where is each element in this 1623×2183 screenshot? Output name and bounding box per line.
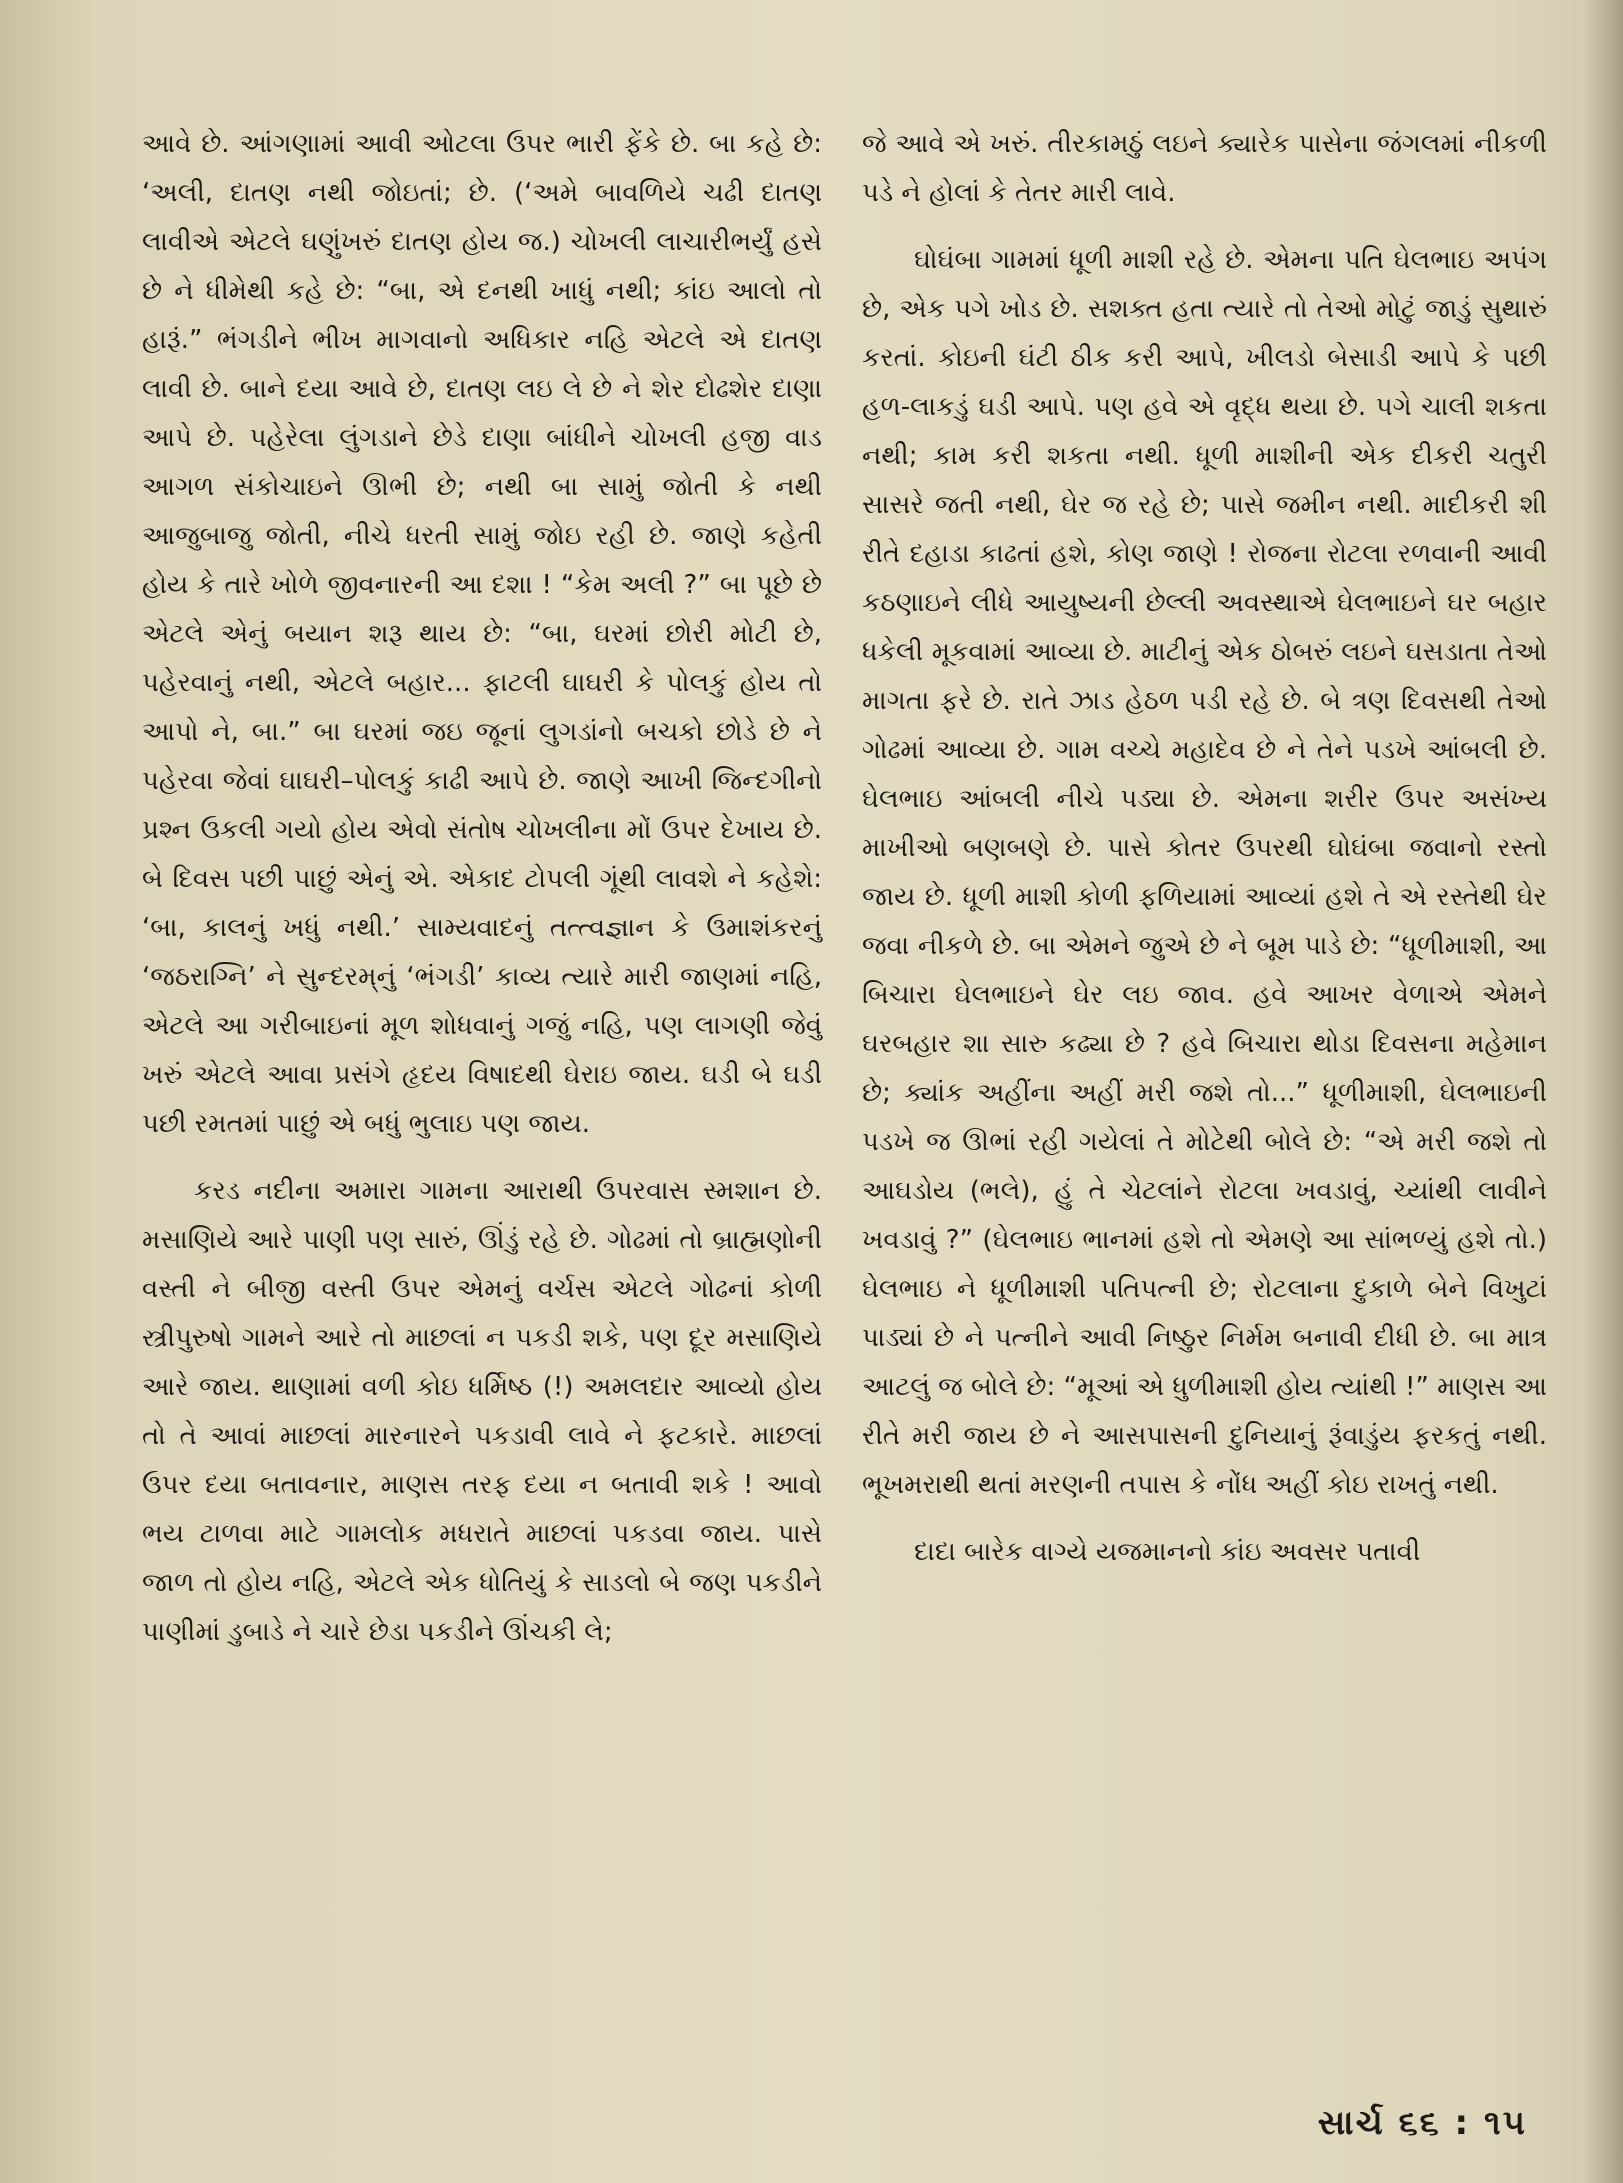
left-paragraph-2: કરડ નદીના અમારા ગામના આરાથી ઉપરવાસ સ્મશાન છે. મસાણિયે આરે પાણી પણ સારું, ઊંડું રહે છે. ગોઢમાં તો બ્રાહ્મણોની વસ્તી ને બીજી વસ્તી ઉપર એમનું વર્ચસ એટલે ગોઢનાં કોળી સ્ત્રીપુરુષો ગામને આરે તો માછલાં ન પકડી શકે, પણ દૂર મસાણિયે આરે જાય. થાણામાં વળી કોઇ ધર્મિષ્ઠ (!) અમલદાર આવ્યો હોય તો તે આવાં માછલાં મારનારને પકડાવી લાવે ને ફટકારે. માછલાં ઉપર દયા બતાવનાર, માણસ તરફ દયા ન બતાવી શકે ! આવો ભય ટાળવા માટે ગામલોક મધરાતે માછલાં પકડવા જાય. પાસે જાળ તો હોય નહિ, એટલે એક ધોતિયું કે સાડલો બે જણ પકડીને પાણીમાં ડુબાડે ને ચારે છેડા પકડીને ઊંચકી લે; [142,1176,822,1647]
right-paragraph-2: ઘોઘંબા ગામમાં ધૂળી માશી રહે છે. એમના પતિ ઘેલભાઇ અપંગ છે, એક પગે ખોડ છે. સશક્ત હતા ત્યારે તો તેઓ મોટું જાડું સુથારું કરતાં. કોઇની ઘંટી ઠીક કરી આપે, ખીલડો બેસાડી આપે કે પછી હળ-લાકડું ઘડી આપે. પણ હવે એ વૃદ્ધ થયા છે. પગે ચાલી શકતા નથી; કામ કરી શકતા નથી. ધૂળી માશીની એક દીકરી ચતુરી સાસરે જતી નથી, ઘેર જ રહે છે; પાસે જમીન નથી. માદીકરી શી રીતે દહાડા કાઢતાં હશે, કોણ જાણે ! રોજના રોટલા રળવાની આવી કઠણાઇને લીધે આયુષ્યની છેલ્લી અવસ્થાએ ઘેલભાઇને ઘર બહાર ધકેલી મૂકવામાં આવ્યા છે. માટીનું એક ઠોબરું લઇને ઘસડાતા તેઓ માગતા ફરે છે. રાતે ઝાડ હેઠળ પડી રહે છે. બે ત્રણ દિવસથી તેઓ ગોઢમાં આવ્યા છે. ગામ વચ્ચે મહાદેવ છે ને તેને પડખે આંબલી છે. ઘેલભાઇ આંબલી નીચે પડ્યા છે. એમના શરીર ઉપર અસંખ્ય માખીઓ બણબણે છે. પાસે કોતર ઉપરથી ઘોઘંબા જવાનો રસ્તો જાય છે. ધૂળી માશી કોળી ફળિયામાં આવ્યાં હશે તે એ રસ્તેથી ઘેર જવા નીકળે છે. બા એમને જુએ છે ને બૂમ પાડે છે: “ધૂળીમાશી, આ બિચારા ઘેલભાઇને ઘેર લઇ જાવ. હવે આખર વેળાએ એમને ઘરબહાર શા સારુ કઢ્યા છે ? હવે બિચારા થોડા દિવસના મહેમાન છે; ક્યાંક અહીંના અહીં મરી જશે તો...” ધૂળીમાશી, ઘેલભાઇની પડખે જ ઊભાં રહી ગયેલાં તે મોટેથી બોલે છે: “એ મરી જશે તો આઘડોય (ભલે), હું તે ચેટલાંને રોટલા ખવડાવું, ચ્યાંથી લાવીને ખવડાવું ?” (ઘેલભાઇ ભાનમાં હશે તો એમણે આ સાંભળ્યું હશે તો.) ઘેલભાઇ ને ધૂળીમાશી પતિપત્ની છે; રોટલાના દુકાળે બેને વિખુટાં પાડ્યાં છે ને પત્નીને આવી નિષ્ઠુર નિર્મમ બનાવી દીધી છે. બા માત્ર આટલું જ બોલે છે: “મૂઆં એ ધુળીમાશી હોય ત્યાંથી !” માણસ આ રીતે મરી જાય છે ને આસપાસની દુનિયાનું રૂંવાડુંય ફરકતું નથી. ભૂખમરાથી થતાં મરણની તપાસ કે નોંધ અહીં કોઇ રાખતું નથી. [862,245,1547,1500]
right-paragraph-1: જે આવે એ ખરું. તીરકામઠું લઇને ક્યારેક પાસેના જંગલમાં નીકળી પડે ને હોલાં કે તેતર મારી લાવે. [862,129,1547,208]
left-paragraph-1: આવે છે. આંગણામાં આવી ઓટલા ઉપર ભારી ફેંકે છે. બા કહે છે: ‘અલી, દાતણ નથી જોઇતાં; છે. (‘અમે બાવળિયે ચઢી દાતણ લાવીએ એટલે ઘણુંખરું દાતણ હોય જ.) ચોખલી લાચારીભર્યું હસે છે ને ધીમેથી કહે છે: “બા, એ દનથી ખાધું નથી; કાંઇ આલો તો હારૂં.” ભંગડીને ભીખ માગવાનો અધિકાર નહિ એટલે એ દાતણ લાવી છે. બાને દયા આવે છે, દાતણ લઇ લે છે ને શેર દોઢશેર દાણા આપે છે. પહેરેલા લુંગડાને છેડે દાણા બાંધીને ચોખલી હજી વાડ આગળ સંકોચાઇને ઊભી છે; નથી બા સામું જોતી કે નથી આજુબાજુ જોતી, નીચે ધરતી સામું જોઇ રહી છે. જાણે કહેતી હોય કે તારે ખોળે જીવનારની આ દશા ! “કેમ અલી ?” બા પૂછે છે એટલે એનું બયાન શરૂ થાય છે: “બા, ઘરમાં છોરી મોટી છે, પહેરવાનું નથી, એટલે બહાર... ફાટલી ઘાઘરી કે પોલકું હોય તો આપો ને, બા.” બા ઘરમાં જઇ જૂનાં લુગડાંનો બચકો છોડે છે ને પહેરવા જેવાં ઘાઘરી–પોલકું કાઢી આપે છે. જાણે આખી જિન્દગીનો પ્રશ્ન ઉકલી ગયો હોય એવો સંતોષ ચોખલીના મોં ઉપર દેખાય છે. બે દિવસ પછી પાછું એનું એ. એકાદ ટોપલી ગૂંથી લાવશે ને કહેશે: ‘બા, કાલનું ખધું નથી.’ સામ્યવાદનું તત્ત્વજ્ઞાન કે ઉમાશંકરનું ‘જઠરાગ્નિ’ ને સુન્દરમ્‌નું ‘ભંગડી’ કાવ્ય ત્યારે મારી જાણમાં નહિ, એટલે આ ગરીબાઇનાં મૂળ શોધવાનું ગજું નહિ, પણ લાગણી જેવું ખરું એટલે આવા પ્રસંગે હૃદય વિષાદથી ઘેરાઇ જાય. ઘડી બે ઘડી પછી રમતમાં પાછું એ બધું ભુલાઇ પણ જાય. [142,129,822,1139]
page-footer: સાર્ચ ૬૬ : ૧૫ [1317,2103,1527,2143]
left-column [142,120,822,1657]
right-column [862,120,1547,1577]
right-paragraph-3: દાદા બારેક વાગ્યે યજમાનનો કાંઇ અવસર પતાવી [914,1537,1421,1567]
page-edge-shadow [1583,0,1623,2183]
